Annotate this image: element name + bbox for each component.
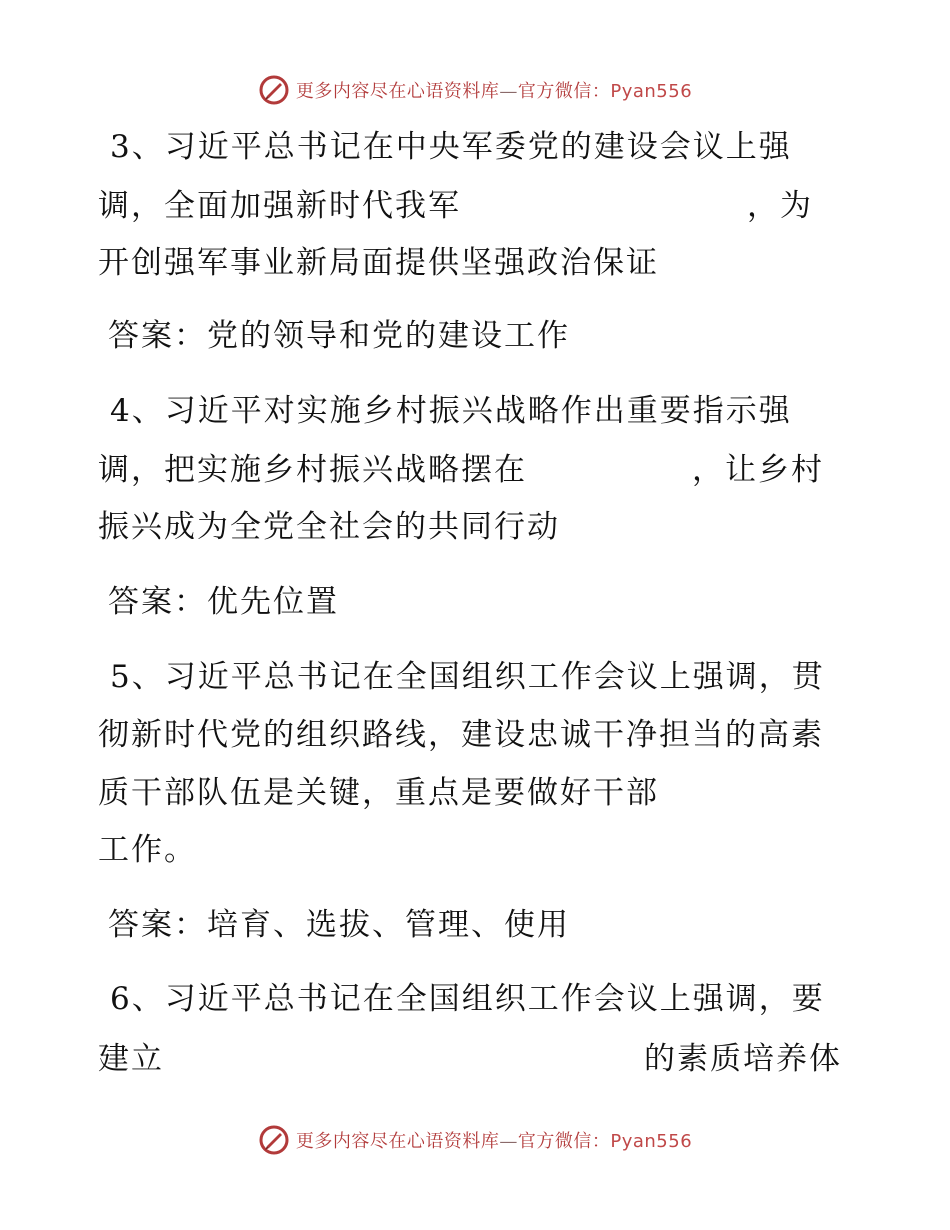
pen-logo-icon: [258, 1124, 290, 1156]
q6-line-1: 6、习近平总书记在全国组织工作会议上强调，要: [110, 981, 825, 1017]
watermark-wechat-label: 官方微信：: [517, 81, 611, 102]
watermark-separator: —: [499, 1131, 518, 1152]
q4-answer: 答案：优先位置: [108, 584, 339, 620]
watermark-wechat-id: Pyan556: [610, 1131, 693, 1152]
q5-line-2: 彻新时代党的组织路线，建设忠诚干净担当的高素: [98, 717, 824, 753]
watermark-text: 更多内容尽在心语资料库: [295, 1131, 500, 1152]
watermark-separator: —: [499, 81, 518, 102]
q4-line-2-text: 调，把实施乡村振兴战略摆在: [98, 452, 527, 488]
q5-line-3: 质干部队伍是关键，重点是要做好干部: [98, 775, 659, 811]
q4-line-3: 振兴成为全党全社会的共同行动: [98, 509, 560, 545]
q3-line-1: 3、习近平总书记在中央军委党的建设会议上强: [110, 129, 792, 165]
q6-line-2-text: 建立: [98, 1041, 164, 1077]
watermark-text: 更多内容尽在心语资料库: [295, 81, 500, 102]
q3-line-3: 开创强军事业新局面提供坚强政治保证: [98, 245, 659, 281]
q5-line-4: 工作。: [98, 832, 197, 868]
q4-line-2: [98, 450, 824, 490]
q4-line-2-tail: ，让乡村: [692, 452, 824, 488]
q6-line-2-tail: 的素质培养体: [644, 1041, 842, 1077]
q4-line-1: 4、习近平对实施乡村振兴战略作出重要指示强: [110, 393, 792, 429]
watermark-wechat-label: 官方微信：: [517, 1131, 611, 1152]
q3-line-2-tail: ，为: [747, 188, 813, 224]
q3-answer: 答案：党的领导和党的建设工作: [108, 318, 570, 354]
watermark-wechat-id: Pyan556: [610, 81, 693, 102]
q3-line-2-text: 调，全面加强新时代我军: [98, 188, 461, 224]
header-watermark: [0, 72, 950, 108]
pen-logo-icon: [258, 74, 290, 106]
q5-line-1: 5、习近平总书记在全国组织工作会议上强调，贯: [110, 659, 825, 695]
q3-line-2: [98, 186, 813, 226]
q5-answer: 答案：培育、选拔、管理、使用: [108, 907, 570, 943]
q6-line-2: [98, 1039, 842, 1079]
footer-watermark: [0, 1122, 950, 1158]
